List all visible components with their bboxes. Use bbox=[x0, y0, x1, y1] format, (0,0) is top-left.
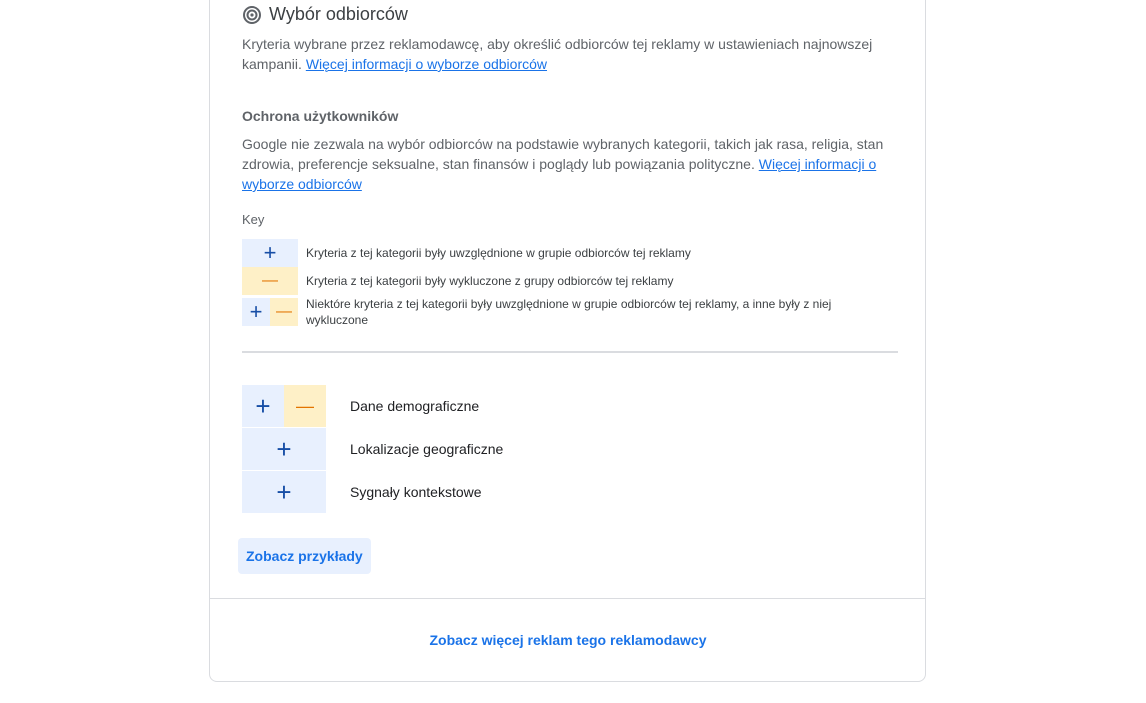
key-row-included bbox=[242, 239, 866, 267]
key-text: Kryteria z tej kategorii były wykluczone z grupy odbiorców tej reklamy bbox=[306, 274, 674, 288]
key-text: Niektóre kryteria z tej kategorii były uwzględnione w grupie odbiorców tej reklamy, a inne były z niej wykluczone bbox=[306, 297, 832, 327]
key-text: Kryteria z tej kategorii były uwzględnione w grupie odbiorców tej reklamy bbox=[306, 246, 691, 260]
learn-more-link[interactable]: Więcej informacji o wyborze odbiorców bbox=[305, 56, 548, 72]
divider bbox=[242, 351, 898, 353]
plus-icon: + bbox=[242, 298, 270, 326]
minus-icon: — bbox=[270, 298, 298, 326]
category-label: Lokalizacje geograficzne bbox=[350, 441, 504, 457]
minus-icon: — bbox=[242, 267, 298, 295]
more-ads-link[interactable]: Zobacz więcej reklam tego reklamodawcy bbox=[429, 632, 707, 648]
protection-text: Google nie zezwala na wybór odbiorców na podstawie wybranych kategorii, takich jak rasa, religia, stan zdrowia, preferencje seksualne, stan finansów i poglądy lub powiązania polityczne. bbox=[242, 136, 884, 172]
see-examples-button[interactable]: Zobacz przykłady bbox=[238, 538, 371, 574]
protection-heading: Ochrona użytkowników bbox=[242, 108, 399, 124]
protection-description bbox=[242, 134, 902, 194]
category-row-demographics bbox=[242, 385, 479, 427]
audience-card bbox=[209, 0, 926, 682]
section-header bbox=[243, 4, 408, 25]
key-row-mixed bbox=[242, 296, 866, 328]
key-row-excluded bbox=[242, 267, 866, 295]
minus-icon: — bbox=[284, 385, 326, 427]
plus-icon: + bbox=[242, 239, 298, 267]
plus-icon: + bbox=[242, 471, 326, 513]
plus-icon: + bbox=[242, 428, 326, 470]
category-row-locations bbox=[242, 428, 503, 470]
plus-icon: + bbox=[242, 385, 284, 427]
section-title: Wybór odbiorców bbox=[269, 4, 408, 24]
key-label: Key bbox=[242, 212, 265, 227]
category-row-contextual bbox=[242, 471, 482, 513]
section-description bbox=[242, 34, 902, 74]
footer-divider bbox=[210, 598, 926, 599]
category-label: Dane demograficzne bbox=[350, 398, 480, 414]
category-label: Sygnały kontekstowe bbox=[350, 484, 482, 500]
protection-learn-more-link[interactable]: Więcej informacji o wyborze odbiorców bbox=[242, 156, 877, 192]
mixed-icon bbox=[242, 385, 326, 427]
section-description-text: Kryteria wybrane przez reklamodawcę, aby określić odbiorców tej reklamy w ustawieniach najnowszej kampanii. bbox=[242, 36, 873, 72]
mixed-icon bbox=[242, 298, 298, 326]
target-icon bbox=[243, 6, 261, 24]
